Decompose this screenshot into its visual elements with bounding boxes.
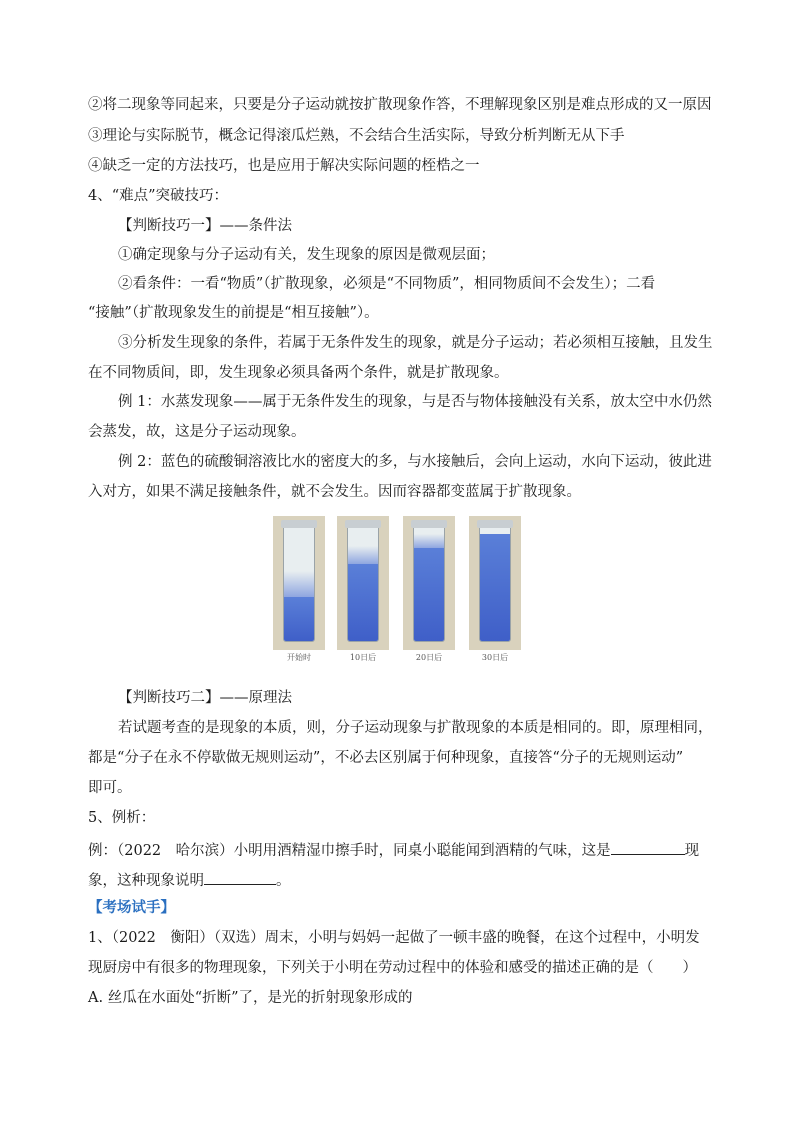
jar-0 — [273, 516, 325, 650]
section-heading: 4、“难点”突破技巧： — [88, 188, 229, 204]
text-line: 会蒸发，故，这是分子运动现象。 — [88, 424, 306, 440]
example-text-end: 。 — [276, 873, 291, 889]
answer-blank[interactable] — [204, 868, 276, 885]
example-line — [88, 868, 291, 891]
section-heading: 5、例析： — [88, 810, 156, 826]
text-line: 入对方，如果不满足接触条件，就不会发生。因而容器都变蓝属于扩散现象。 — [88, 484, 581, 500]
option-a: A. 丝瓜在水面处“折断”了，是光的折射现象形成的 — [88, 990, 413, 1006]
figure-caption: 20日后 — [415, 653, 443, 662]
text-line: 都是“分子在永不停歇做无规则运动”，不必去区别属于何种现象，直接答“分子的无规则运动” — [88, 750, 684, 766]
figure-caption: 30日后 — [481, 653, 509, 662]
example-text-end: 现 — [684, 843, 700, 859]
example-text: 例：（2022 哈尔滨）小明用酒精湿巾擦手时，同桌小聪能闻到酒精的气味，这是 — [88, 843, 611, 859]
text-line: “接触”（扩散现象发生的前提是“相互接触”）。 — [88, 305, 379, 321]
figure-caption: 开始时 — [287, 653, 311, 662]
text-line: ③理论与实际脱节，概念记得滚瓜烂熟，不会结合生活实际，导致分析判断无从下手 — [88, 128, 625, 144]
subheading: 【判断技巧二】——原理法 — [118, 690, 292, 706]
text-line: ②看条件：一看“物质”（扩散现象，必须是“不同物质”，相同物质间不会发生）；二看 — [118, 276, 656, 292]
figure-caption: 10日后 — [349, 653, 377, 662]
example-line — [88, 838, 699, 861]
example-text: 象，这种现象说明 — [88, 873, 204, 889]
jar-3 — [469, 516, 521, 650]
text-line: 在不同物质间，即，发生现象必须具备两个条件，就是扩散现象。 — [88, 365, 509, 381]
text-line: ①确定现象与分子运动有关，发生现象的原因是微观层面； — [118, 247, 495, 263]
exam-heading: 【考场试手】 — [88, 899, 175, 916]
text-line: 即可。 — [88, 780, 132, 796]
text-line: ③分析发生现象的条件，若属于无条件发生的现象，就是分子运动；若必须相互接触，且发生 — [118, 335, 713, 351]
diffusion-figure — [271, 512, 524, 662]
text-line: ④缺乏一定的方法技巧，也是应用于解决实际问题的桎梏之一 — [88, 158, 480, 174]
jar-1 — [337, 516, 389, 650]
text-line: 例 1：水蒸发现象——属于无条件发生的现象，与是否与物体接触没有关系，放太空中水仍然 — [118, 394, 712, 410]
answer-blank[interactable] — [611, 838, 685, 855]
subheading: 【判断技巧一】——条件法 — [118, 218, 292, 234]
text-line: 若试题考查的是现象的本质，则，分子运动现象与扩散现象的本质是相同的。即，原理相同， — [118, 720, 713, 736]
text-line: ②将二现象等同起来，只要是分子运动就按扩散现象作答，不理解现象区别是难点形成的又一原因 — [88, 97, 712, 113]
question-text: 1、（2022 衡阳）（双选）周末，小明与妈妈一起做了一顿丰盛的晚餐，在这个过程中，小明发 — [88, 930, 700, 946]
jar-2 — [403, 516, 455, 650]
text-line: 例 2：蓝色的硫酸铜溶液比水的密度大的多，与水接触后，会向上运动，水向下运动，彼此进 — [118, 454, 712, 470]
question-text: 现厨房中有很多的物理现象，下列关于小明在劳动过程中的体验和感受的描述正确的是（ ） — [88, 960, 697, 976]
